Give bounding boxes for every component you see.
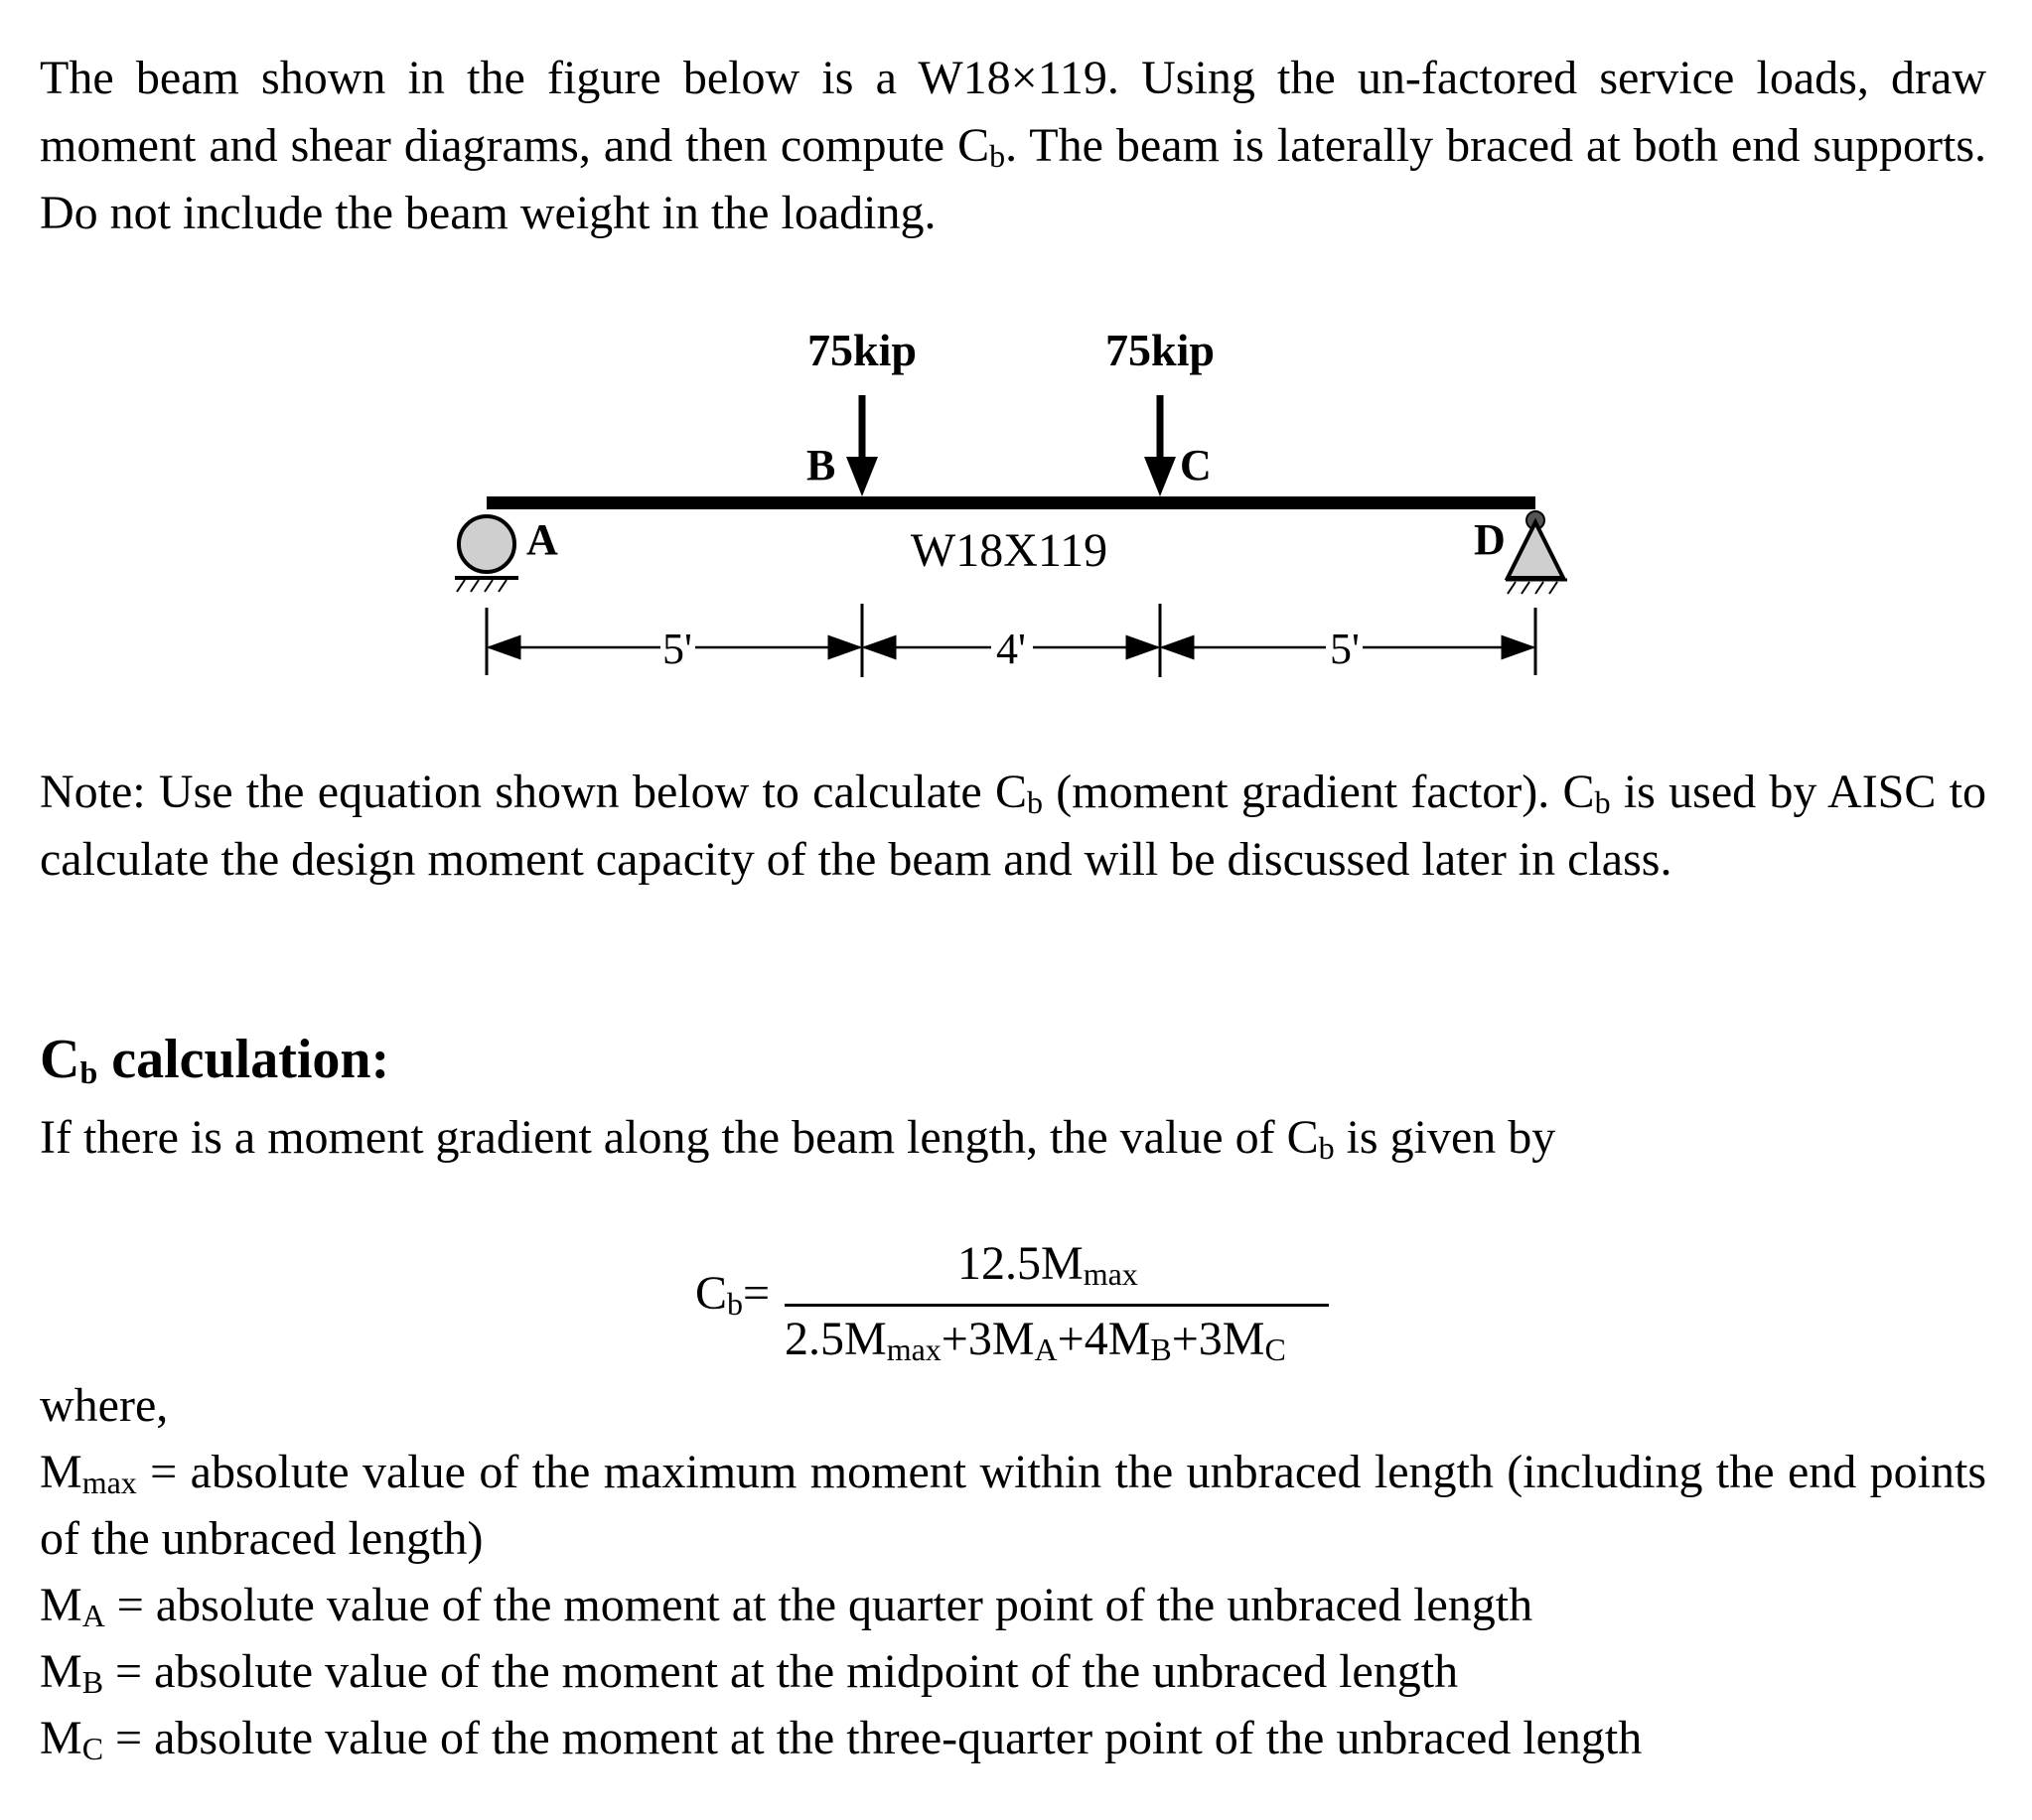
den-term-2: +3M bbox=[941, 1313, 1035, 1365]
def-mb-text: = absolute value of the moment at the midpoint of the unbraced length bbox=[103, 1645, 1459, 1698]
def-mb-sub: B bbox=[81, 1664, 104, 1700]
fraction-bar bbox=[785, 1304, 1329, 1307]
load-arrow-c bbox=[1144, 395, 1176, 496]
cb-heading bbox=[40, 1025, 389, 1094]
def-mc bbox=[40, 1705, 1986, 1771]
problem-text: The beam shown in the figure below is a W18×119. Using the un-factored service loads, draw moment and shear diagrams, and then compute C bbox=[40, 52, 1986, 172]
heading-rest: calculation: bbox=[97, 1029, 390, 1090]
note-text-3: is used by AISC to calculate the design moment capacity of the beam and will be discussed later in class. bbox=[40, 766, 1986, 886]
def-ma-text: = absolute value of the moment at the quarter point of the unbraced length bbox=[104, 1579, 1533, 1631]
def-mb bbox=[40, 1638, 1986, 1705]
def-ma-m: M bbox=[40, 1579, 82, 1631]
cb-subscript: b bbox=[989, 138, 1006, 174]
numerator-main: 12.5M bbox=[957, 1237, 1084, 1290]
load-c-label: 75kip bbox=[1105, 325, 1215, 375]
point-b-label: B bbox=[806, 441, 836, 490]
den-sub-4: C bbox=[1264, 1331, 1286, 1367]
intro-text-2: is given by bbox=[1334, 1111, 1556, 1164]
problem-statement bbox=[40, 45, 1986, 247]
note-sub-2: b bbox=[1594, 784, 1611, 820]
point-d-label: D bbox=[1474, 515, 1506, 564]
load-arrow-b bbox=[846, 395, 878, 496]
note-paragraph bbox=[40, 759, 1986, 894]
den-sub-1: max bbox=[886, 1331, 942, 1367]
formula-lhs-sub: b bbox=[727, 1286, 744, 1322]
roller-support-a bbox=[455, 516, 518, 592]
intro-sub: b bbox=[1318, 1130, 1335, 1166]
note-sub-1: b bbox=[1026, 784, 1043, 820]
formula-lhs-c: C bbox=[695, 1267, 728, 1320]
den-sub-2: A bbox=[1034, 1331, 1058, 1367]
formula-equals: = bbox=[743, 1267, 771, 1320]
dimension-2-label: 4' bbox=[996, 625, 1026, 673]
point-a-label: A bbox=[526, 515, 558, 564]
beam-figure bbox=[0, 298, 2032, 715]
formula-denominator bbox=[785, 1312, 1286, 1366]
def-mb-m: M bbox=[40, 1645, 82, 1698]
dimension-1-label: 5' bbox=[662, 625, 692, 673]
pin-support-d bbox=[1506, 511, 1567, 594]
def-mmax bbox=[40, 1439, 1986, 1572]
dimension-3-label: 5' bbox=[1330, 625, 1360, 673]
numerator-sub: max bbox=[1083, 1256, 1138, 1292]
heading-c: C bbox=[40, 1029, 80, 1090]
point-c-label: C bbox=[1180, 441, 1212, 490]
den-term-4: +3M bbox=[1171, 1313, 1265, 1365]
problem-text-tail: . The beam is laterally braced at both end supports. Do not include the beam weight in the loading. bbox=[40, 119, 1986, 239]
beam bbox=[487, 496, 1535, 509]
definitions-block bbox=[40, 1372, 1986, 1771]
den-sub-3: B bbox=[1150, 1331, 1172, 1367]
den-term-3: +4M bbox=[1057, 1313, 1151, 1365]
cb-intro bbox=[40, 1104, 1555, 1172]
note-text-1: Note: Use the equation shown below to calculate C bbox=[40, 766, 1027, 818]
def-ma-sub: A bbox=[81, 1598, 105, 1633]
formula-numerator bbox=[957, 1236, 1138, 1291]
section-label: W18X119 bbox=[910, 524, 1108, 577]
def-mmax-sub: max bbox=[81, 1465, 137, 1500]
def-mc-sub: C bbox=[81, 1731, 104, 1766]
intro-text-1: If there is a moment gradient along the beam length, the value of C bbox=[40, 1111, 1319, 1164]
load-b-label: 75kip bbox=[807, 325, 917, 375]
def-mc-m: M bbox=[40, 1712, 82, 1764]
where-label: where, bbox=[40, 1379, 169, 1432]
formula-lhs bbox=[695, 1266, 770, 1321]
def-mmax-m: M bbox=[40, 1446, 82, 1498]
heading-sub: b bbox=[79, 1054, 98, 1090]
def-mc-text: = absolute value of the moment at the three-quarter point of the unbraced length bbox=[103, 1712, 1643, 1764]
def-mmax-text: = absolute value of the maximum moment within the unbraced length (including the end points of the unbraced length) bbox=[40, 1446, 1986, 1565]
def-ma bbox=[40, 1572, 1986, 1638]
den-term-1: 2.5M bbox=[785, 1313, 887, 1365]
note-text-2: (moment gradient factor). C bbox=[1042, 766, 1595, 818]
